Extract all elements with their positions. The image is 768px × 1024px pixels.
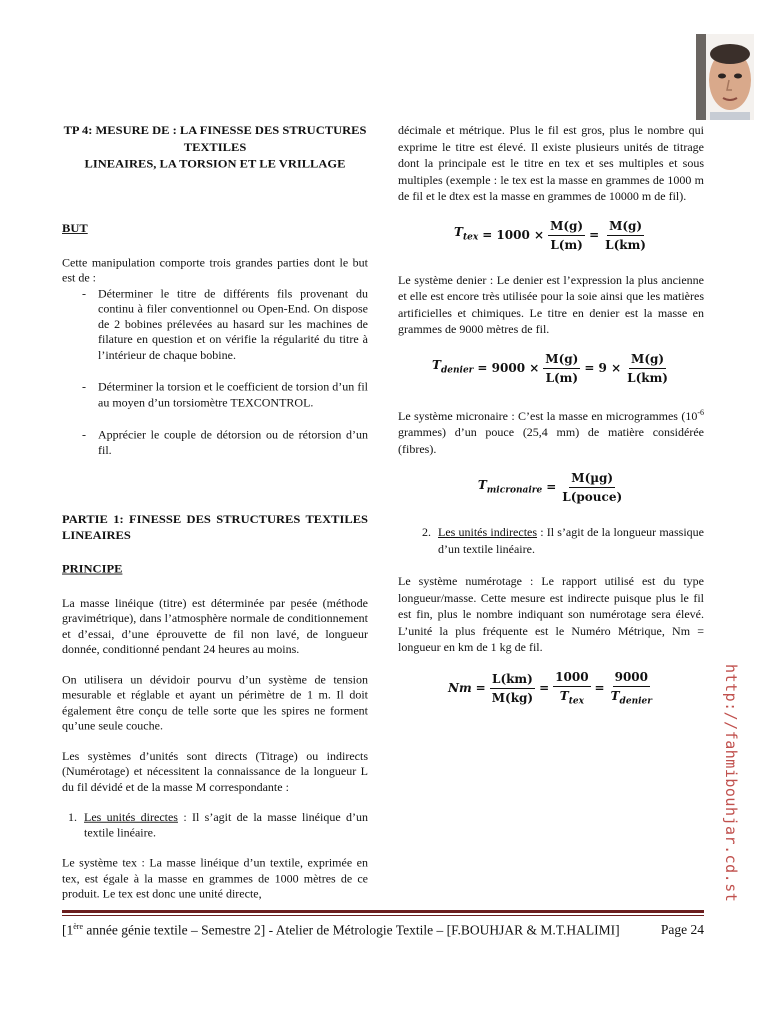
paragraph: On utilisera un dévidoir pourvu d’un système de tension mesurable et réglable et ayant un périmètre de 1 m. Il doit également être conçu de telle sorte que les spires ne forment qu’une seule couche. (62, 672, 368, 733)
list-item: - Déterminer le titre de différents fils provenant du continu à filer conventionnel ou Open-End. On dispose de 2 bobines prélevées au hasard sur les machines de filature en question et on vérifie la régularité du titre à l’intérieur de chaque bobine. (82, 286, 368, 363)
but-heading: BUT (62, 221, 88, 235)
formula-nm: Nm = $\frac{L(km)}{M(kg)}$ = $\frac{1000}{T_{tex}}$ = $\frac{9000}{T_{denier}}$ (448, 669, 652, 706)
paragraph: Le système denier : Le denier est l’expression la plus ancienne et elle est encore très utilisée pour la soie ainsi que les matières artificielles et chimiques. Le titre en denier est la masse en grammes de 9000 mètres de fil. (398, 272, 704, 336)
footer-rule (62, 910, 704, 918)
intro-text: Cette manipulation comporte trois grandes parties dont le but est de : (62, 255, 368, 285)
page-number: Page 24 (660, 922, 704, 937)
objectives-list (62, 286, 368, 458)
author-photo (696, 34, 754, 120)
item-text: : Il s’agit de la longueur massique d’un textile linéaire. (438, 525, 704, 556)
list-item (434, 524, 704, 557)
side-url[interactable] (722, 664, 742, 964)
left-column (62, 122, 368, 902)
paragraph: Les systèmes d’unités sont directs (Titrage) ou indirects (Numérotage) et nécessitent la connaissance de la longueur L du fil dévidé et de la masse M correspondante : (62, 749, 368, 794)
partie-heading: PARTIE 1: FINESSE DES STRUCTURES TEXTILES LINEAIRES (62, 512, 368, 542)
formula-micronaire: $T_{micronaire}$ = $\frac{\text{M(µg)}}{\text{L(pouce)}}$ (477, 471, 623, 504)
paragraph: Le système numérotage : Le rapport utilisé est du type longueur/masse. Cette mesure est indirecte puisque plus le fil est fin, plus le nombre indiquant son numérotage sera élevé. L’unité la plus fréquente est le Numéro Métrique, Nm = longueur en km de 1 kg de fil. (398, 574, 704, 654)
document-title: TP 4: MESURE DE : LA FINESSE DES STRUCTURES TEXTILES LINEAIRES, LA TORSION ET LE VRILLAGE (63, 123, 367, 171)
right-column (398, 122, 704, 728)
principe-heading: PRINCIPE (62, 562, 123, 576)
formula-tex: $T_{tex}$ = 1000 × $\frac{M(g)}{L(m)}$ = $\frac{M(g)}{L(km)}$ (454, 218, 646, 252)
item-label: Les unités indirectes (438, 525, 538, 539)
units-list-direct (62, 810, 368, 841)
item-label: Les unités directes (84, 810, 178, 824)
paragraph: La masse linéique (titre) est déterminée par pesée (méthode gravimétrique), dans l’atmosphère normale de conditionnement et d’essai, d’une éprouvette de fil non lavé, de longueur donnée, conditionné pendant 24 heures au moins. (62, 596, 368, 656)
paragraph: décimale et métrique. Plus le fil est gros, plus le nombre qui exprime le titre est élevé. Il existe plusieurs unités de titrage dont la principale est le titre en tex et ses multiples et sous multiples (exemple : le tex est la masse en grammes de 1000 m de fil et le dtex est la masse en grammes de 10000 m de fil). (398, 123, 704, 203)
footer-text: [1ère année génie textile – Semestre 2] - Atelier de Métrologie Textile – [F.BOUHJAR & M.T.HALIMI] (62, 922, 620, 938)
footer (62, 922, 704, 939)
side-url-text[interactable]: http://fahmibouhjar.cd.st (722, 664, 740, 903)
formula-denier: $T_{denier}$ = 9000 × $\frac{M(g)}{L(m)}$ = 9 × $\frac{M(g)}{L(km)}$ (432, 351, 668, 385)
list-item: - Apprécier le couple de détorsion ou de rétorsion d’un fil. (82, 427, 368, 458)
units-list-indirect (398, 524, 704, 557)
paragraph: Le système micronaire : C’est la masse en microgrammes ($10^{-6}$ grammes) d’un pouce (25,4 mm) de matière considérée (fibres). (398, 407, 704, 456)
item-text: : Il s’agit de la masse linéique d’un textile linéaire. (84, 810, 368, 840)
paragraph: Le système tex : La masse linéique d’un textile, exprimée en tex, est égale à la masse en grammes de 1000 mètres de ce produit. Le tex est donc une unité directe, (62, 856, 368, 901)
list-item (80, 810, 368, 841)
list-item: - Déterminer la torsion et le coefficient de torsion d’un fil au moyen d’un torsiomètre TEXCONTROL. (82, 380, 368, 411)
